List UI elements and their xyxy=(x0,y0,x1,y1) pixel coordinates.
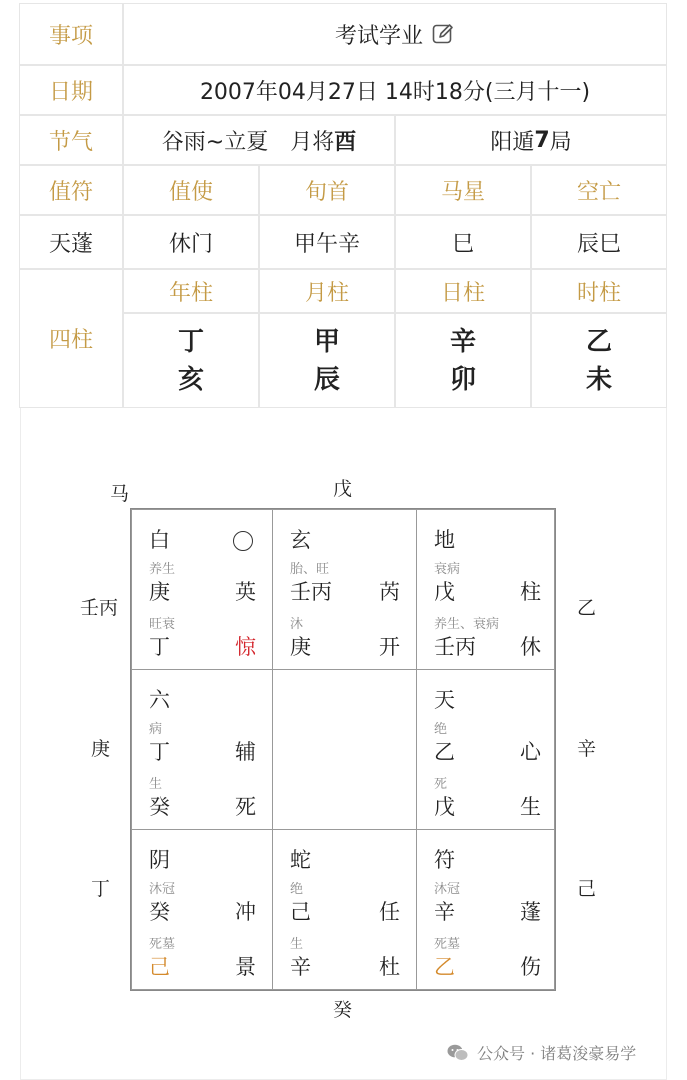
palace-god: 六 xyxy=(149,688,170,712)
palace-god: 玄 xyxy=(290,528,311,552)
outer-right-mid: 辛 xyxy=(577,738,597,760)
pillar-year xyxy=(123,313,259,408)
value-zhishi: 休门 xyxy=(168,231,213,257)
palace-stem2: 辛 xyxy=(290,955,311,979)
month-general: 酉 xyxy=(334,129,357,155)
item-value: 考试学业 xyxy=(334,23,423,49)
header-cell xyxy=(395,165,531,215)
palace-god: 白 xyxy=(149,528,170,552)
palace-state2: 死 xyxy=(434,777,448,792)
palace-star: 心 xyxy=(520,740,541,764)
palace-star: 柱 xyxy=(520,580,541,604)
header-cell xyxy=(123,165,259,215)
palace-stem2: 戊 xyxy=(434,795,455,819)
pillar-day xyxy=(395,313,531,408)
date-label-cell xyxy=(19,65,123,115)
palace-e xyxy=(416,669,555,830)
palace-stem2: 癸 xyxy=(149,795,170,819)
header-kongwang: 空亡 xyxy=(576,179,621,205)
outer-left-bottom: 丁 xyxy=(91,878,111,900)
info-table xyxy=(20,4,667,408)
pillar-stem: 辛 xyxy=(449,326,476,357)
pillar-header-cell xyxy=(123,269,259,313)
palace-stem1: 庚 xyxy=(149,580,170,604)
header-cell xyxy=(531,165,667,215)
date-value: 2007年04月27日 14时18分(三月十一) xyxy=(199,79,591,105)
header-maxing: 马星 xyxy=(440,179,485,205)
palace-god: 地 xyxy=(434,528,455,552)
outer-left-mid: 庚 xyxy=(91,738,111,760)
header-zhishi: 值使 xyxy=(168,179,213,205)
item-value-cell xyxy=(123,3,667,65)
palace-stem1: 戊 xyxy=(434,580,455,604)
outer-right-top: 乙 xyxy=(577,597,597,619)
term-label: 节气 xyxy=(48,129,93,155)
pillar-branch: 卯 xyxy=(449,364,476,395)
value-maxing: 巳 xyxy=(451,231,474,257)
value-cell xyxy=(531,215,667,269)
palace-stem1: 癸 xyxy=(149,900,170,924)
palace-n xyxy=(272,509,417,670)
term-value-cell xyxy=(123,115,395,165)
month-general-prefix: 月将 xyxy=(290,129,335,155)
palace-door: 开 xyxy=(379,635,400,659)
palace-god: 符 xyxy=(434,848,455,872)
palace-god: 阴 xyxy=(149,848,170,872)
ju-suffix: 局 xyxy=(549,129,572,155)
palace-state2: 沐 xyxy=(290,617,304,632)
date-label: 日期 xyxy=(48,79,93,105)
palace-state2: 生 xyxy=(149,777,163,792)
header-cell xyxy=(259,165,395,215)
value-cell xyxy=(19,215,123,269)
palace-star: 蓬 xyxy=(520,900,541,924)
ju-cell xyxy=(395,115,667,165)
ju-prefix: 阳遁 xyxy=(490,129,535,155)
palace-star: 英 xyxy=(235,580,256,604)
item-label-cell xyxy=(19,3,123,65)
nine-palace-grid xyxy=(130,508,556,991)
palace-state2: 死墓 xyxy=(434,937,461,952)
value-cell xyxy=(259,215,395,269)
pillar-branch: 辰 xyxy=(313,364,340,395)
pillar-branch: 未 xyxy=(585,364,612,395)
value-zhifu: 天蓬 xyxy=(48,231,93,257)
pillar-header-cell xyxy=(395,269,531,313)
pillar-stem: 乙 xyxy=(585,326,612,357)
ju-number: 7 xyxy=(534,127,550,153)
palace-door: 景 xyxy=(235,955,256,979)
pillar-header-year: 年柱 xyxy=(168,280,213,306)
outer-bottom: 癸 xyxy=(333,999,353,1021)
palace-god: 天 xyxy=(434,688,455,712)
palace-nw xyxy=(131,509,273,670)
palace-door: 伤 xyxy=(520,955,541,979)
value-xunshou: 甲午辛 xyxy=(293,231,360,257)
palace-stem2: 壬丙 xyxy=(434,635,476,659)
palace-w xyxy=(131,669,273,830)
outer-top: 戊 xyxy=(333,478,353,500)
palace-stem1: 辛 xyxy=(434,900,455,924)
outer-left-top: 壬丙 xyxy=(80,597,119,619)
palace-sw xyxy=(131,829,273,990)
palace-state2: 养生、衰病 xyxy=(434,617,500,632)
wechat-icon xyxy=(447,1044,469,1062)
edit-icon[interactable] xyxy=(431,22,455,46)
pillar-hour xyxy=(531,313,667,408)
header-cell xyxy=(19,165,123,215)
palace-star: 冲 xyxy=(235,900,256,924)
palace-se xyxy=(416,829,555,990)
palace-state2: 死墓 xyxy=(149,937,176,952)
palace-stem2: 乙 xyxy=(434,955,455,979)
pillar-header-day: 日柱 xyxy=(440,280,485,306)
value-cell xyxy=(395,215,531,269)
palace-door: 杜 xyxy=(379,955,400,979)
palace-door: 生 xyxy=(520,795,541,819)
horse-mark: 马 xyxy=(110,483,130,505)
palace-stem1: 己 xyxy=(290,900,311,924)
palace-state1: 沐冠 xyxy=(434,882,461,897)
palace-door: 休 xyxy=(520,635,541,659)
palace-s xyxy=(272,829,417,990)
palace-center xyxy=(272,669,417,830)
palace-star: 辅 xyxy=(235,740,256,764)
pillar-header-hour: 时柱 xyxy=(576,280,621,306)
footer-text: 公众号 · 诸葛浚豪易学 xyxy=(477,1044,637,1063)
palace-state1: 胎、旺 xyxy=(290,562,330,577)
palace-state1: 病 xyxy=(149,722,163,737)
pillar-header-cell xyxy=(259,269,395,313)
pillar-branch: 亥 xyxy=(177,364,204,395)
pillar-header-cell xyxy=(531,269,667,313)
palace-stem2: 己 xyxy=(149,955,170,979)
palace-state1: 衰病 xyxy=(434,562,461,577)
palace-star: 任 xyxy=(379,900,400,924)
header-xunshou: 旬首 xyxy=(304,179,349,205)
value-cell xyxy=(123,215,259,269)
pillar-header-month: 月柱 xyxy=(304,280,349,306)
pillars-label: 四柱 xyxy=(48,328,93,353)
palace-stem1: 壬丙 xyxy=(290,580,332,604)
value-kongwang: 辰巳 xyxy=(576,231,621,257)
palace-state2: 旺衰 xyxy=(149,617,176,632)
palace-state2: 生 xyxy=(290,937,304,952)
item-label: 事项 xyxy=(48,23,93,49)
palace-ne xyxy=(416,509,555,670)
palace-stem1: 丁 xyxy=(149,740,170,764)
footer-watermark xyxy=(447,1041,636,1064)
palace-star: 芮 xyxy=(379,580,400,604)
palace-state1: 绝 xyxy=(290,882,304,897)
palace-state1: 养生 xyxy=(149,562,176,577)
outer-right-bottom: 己 xyxy=(577,878,597,900)
date-value-cell xyxy=(123,65,667,115)
palace-door: 死 xyxy=(235,795,256,819)
circle-icon xyxy=(233,531,253,551)
palace-stem2: 庚 xyxy=(290,635,311,659)
term-label-cell xyxy=(19,115,123,165)
palace-stem1: 乙 xyxy=(434,740,455,764)
palace-door: 惊 xyxy=(235,635,256,659)
pillar-month xyxy=(259,313,395,408)
pillar-stem: 丁 xyxy=(177,326,204,357)
palace-stem2: 丁 xyxy=(149,635,170,659)
palace-god: 蛇 xyxy=(290,848,311,872)
pillar-stem: 甲 xyxy=(313,326,340,357)
palace-state1: 绝 xyxy=(434,722,448,737)
palace-state1: 沐冠 xyxy=(149,882,176,897)
pillars-label-cell xyxy=(19,269,123,408)
header-zhifu: 值符 xyxy=(48,179,93,205)
solar-term: 谷雨~立夏 xyxy=(161,129,269,155)
